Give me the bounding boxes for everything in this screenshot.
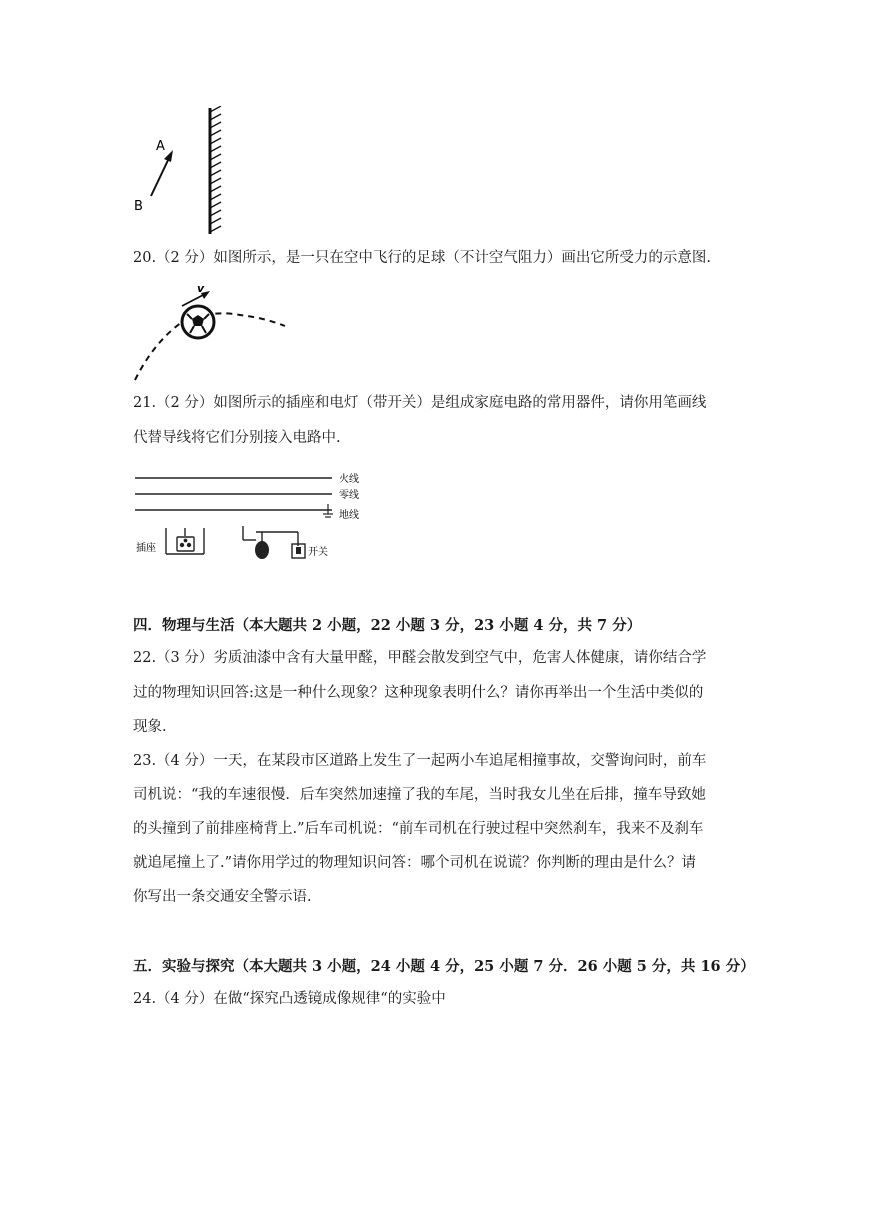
section-4-heading: 四．物理与生活（本大题共 2 小题，22 小题 3 分，23 小题 4 分，共 7 分） [133,617,642,634]
question-22-line-2: 过的物理知识回答:这是一种什么现象？这种现象表明什么？请你再举出一个生活中类似的 [133,685,704,701]
question-21-line-2: 代替导线将它们分别接入电路中. [133,430,341,446]
label-v: v [197,282,205,295]
label-a: A [156,139,165,154]
question-22-line-1: 22.（3 分）劣质油漆中含有大量甲醛，甲醛会散发到空气中，危害人体健康，请你结合学 [133,650,707,666]
question-21-line-1: 21.（2 分）如图所示的插座和电灯（带开关）是组成家庭电路的常用器件，请你用笔画线 [133,395,707,411]
mirror-hatching [210,106,221,232]
section-5-heading: 五．实验与探究（本大题共 3 小题，24 小题 4 分，25 小题 7 分．26 小题 5 分，共 16 分） [133,958,755,975]
question-24: 24.（4 分）在做“探究凸透镜成像规律“的实验中 [133,991,446,1007]
ray-arrowhead [164,150,173,162]
label-b: B [134,199,143,214]
socket [166,528,204,554]
velocity-arrow [182,294,205,306]
question-20: 20.（2 分）如图所示，是一只在空中飞行的足球（不计空气阻力）画出它所受力的示意图. [133,250,711,266]
question-23-line-5: 你写出一条交通安全警示语. [133,889,312,905]
lamp-switch [243,526,298,546]
neutral-label: 零线 [339,490,359,501]
football-figure [130,280,290,386]
mirror-figure [130,106,230,236]
socket-label: 插座 [136,543,156,554]
light-ray [151,156,170,196]
switch-label: 开关 [308,547,328,558]
question-23-line-2: 司机说：“我的车速很慢．后车突然加速撞了我的车尾，当时我女儿坐在后排，撞车导致她 [133,787,706,803]
question-22-line-3: 现象. [133,719,167,735]
live-label: 火线 [339,474,359,485]
ground-label: 地线 [339,510,359,521]
question-23-line-4: 就追尾撞上了.”请你用学过的物理知识问答：哪个司机在说谎？你判断的理由是什么？请 [133,855,697,871]
lamp-bulb [255,541,269,559]
question-23-line-1: 23.（4 分）一天，在某段市区道路上发生了一起两小车追尾相撞事故，交警询问时，前车 [133,753,707,769]
question-23-line-3: 的头撞到了前排座椅背上.”后车司机说：“前车司机在行驶过程中突然刹车，我来不及刹车 [133,821,704,837]
circuit-figure [130,462,370,562]
